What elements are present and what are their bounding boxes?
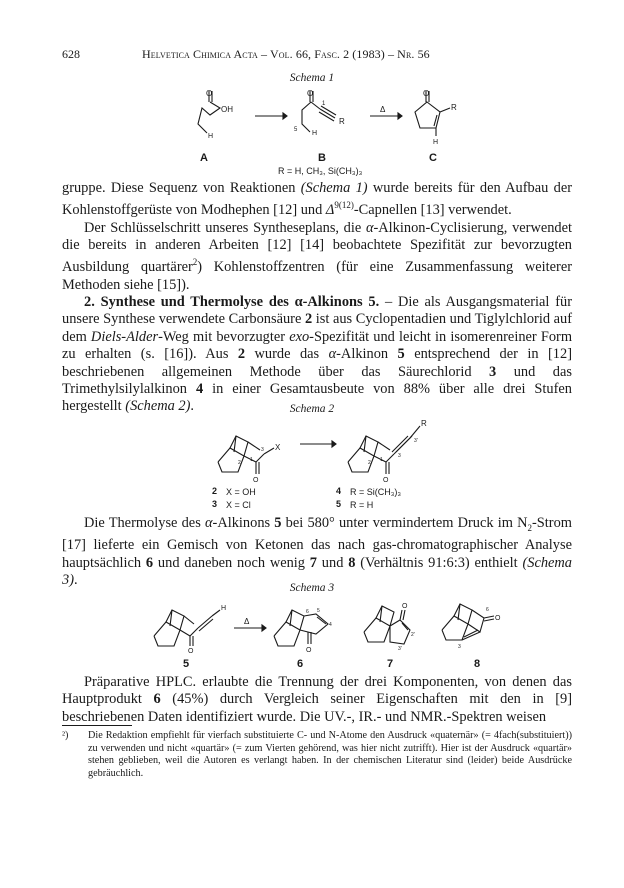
compound-4-def: R = Si(CH₃)₃ (350, 487, 402, 497)
scheme1-caption: Schema 1 (289, 72, 335, 84)
oxygen-atom-7: O (402, 603, 408, 610)
compound-2-num: 2 (212, 486, 218, 496)
reaction-arrow-2 (370, 106, 402, 120)
svg-text:4: 4 (329, 622, 332, 628)
reaction-arrow-3 (300, 440, 336, 448)
svg-text:3': 3' (414, 438, 418, 444)
svg-text:6: 6 (486, 607, 489, 613)
scheme3-caption: Schema 3 (289, 582, 335, 594)
compound-5-def: R = H (350, 500, 374, 510)
oxygen-atom-2: O (253, 477, 259, 484)
svg-text:3: 3 (398, 453, 401, 459)
oxygen-atom-c: O (423, 89, 430, 98)
locant-5: 5 (294, 127, 298, 133)
scheme2-structure-left (208, 418, 298, 484)
svg-text:2: 2 (368, 460, 371, 466)
hydrogen-atom-b: H (312, 130, 318, 137)
svg-text:3: 3 (261, 447, 264, 453)
scheme2-structure-right (338, 412, 438, 484)
scheme3-structure-8 (434, 596, 514, 656)
oxygen-atom-2r: O (383, 477, 389, 484)
oxygen-atom-b: O (307, 89, 314, 98)
substituent-r-c: R (451, 103, 457, 112)
substituent-x: X (275, 443, 281, 452)
locant-1: 1 (322, 101, 326, 107)
scheme3-structure-7 (358, 596, 428, 656)
hydroxyl-label: OH (221, 105, 233, 114)
scheme3-structure-6 (266, 598, 356, 654)
footnote-text: Die Redaktion empfiehlt für vierfach substituierte C- und N-Atome den Ausdruck «quaternär» (= 4fach(substituiert)) zu verwenden und nicht «quartär» (= zum Vierten gehörend, was hier nicht zutrifft). Hier ist der Ausdruck «quartär» stehen geblieben, weil die Autoren es verlangt haben. In der chemischen Literatur sind (leider) beide Ausdrücke gebräuchlich. (88, 730, 572, 779)
svg-text:6: 6 (306, 609, 309, 615)
compound-5-num: 5 (336, 499, 342, 509)
oxygen-atom-6: O (306, 647, 312, 654)
label-a: A (200, 152, 208, 164)
scheme1-structure-c (406, 88, 466, 150)
compound-2-def: X = OH (226, 487, 256, 497)
svg-text:3: 3 (458, 644, 461, 650)
body-text-block-2: Die Thermolyse des α-Alkinons 5 bei 580° unter vermindertem Druck im $N_2$-Strom [17] lieferte ein Gemisch von Ketonen das nach gas-chromatographischer Analyse hauptsächlich 6 und daneben noch wenig 7 und 8 (Verhältnis 91:6:3) enthielt (Schema 3). (62, 515, 572, 589)
body-text-block-3: Präparative HPLC. erlaubte die Trennung der drei Komponenten, von denen das Hauptprodukt 6 (45%) durch Vergleich seiner Eigenschaften mit den in [9] beschriebenen Daten identifiziert wurde. Die UV.-, IR.- und NMR.-Spektren weisen (62, 674, 572, 725)
scheme3-structure-5 (146, 598, 236, 654)
compound-3-num: 3 (212, 499, 218, 509)
svg-text:1: 1 (380, 457, 383, 463)
svg-text:1: 1 (250, 457, 253, 463)
compound-4-num: 4 (336, 486, 342, 496)
oxygen-atom-5: O (188, 648, 194, 655)
heat-label: Δ (380, 105, 386, 114)
substituent-r-2: R (421, 419, 427, 428)
r-definition: R = H, CH₃, Si(CH₃)₃ (278, 166, 363, 176)
page-number: 628 (62, 47, 80, 61)
footnote-mark: ²) (62, 730, 69, 741)
hydrogen-atom-5: H (221, 605, 227, 612)
scheme1-structure-a (190, 88, 250, 150)
svg-text:2: 2 (238, 460, 241, 466)
oxygen-atom-8: O (495, 615, 501, 622)
svg-text:2': 2' (411, 632, 415, 638)
oxygen-atom: O (206, 89, 213, 98)
svg-text:5: 5 (317, 608, 320, 614)
heat-label-2: Δ (244, 617, 250, 626)
svg-text:3': 3' (398, 646, 402, 652)
label-5: 5 (183, 658, 190, 670)
label-c: C (429, 152, 437, 164)
label-b: B (318, 152, 326, 164)
running-header: Helvetica Chimica Acta – Vol. 66, Fasc. 2 (1983) – Nr. 56 (142, 47, 430, 61)
compound-3-def: X = Cl (226, 500, 251, 510)
substituent-r: R (339, 117, 345, 126)
hydrogen-atom-c: H (433, 139, 439, 146)
label-7: 7 (387, 658, 394, 670)
hydrogen-atom: H (208, 133, 214, 140)
reaction-arrow-4 (234, 618, 266, 632)
reaction-arrow-1 (255, 112, 287, 120)
label-6: 6 (297, 658, 304, 670)
footnote (62, 730, 572, 780)
scheme1-structure-b (290, 88, 360, 148)
scheme2-caption: Schema 2 (289, 403, 335, 415)
body-text-block-1: gruppe. Diese Sequenz von Reaktionen (Schema 1) wurde bereits für den Aufbau der Kohlenstoffgerüste von Modhephen [12] und $\Delta^{9(12)}$-Capnellen [13] verwendet. Der Schlüsselschritt unseres Syntheseplans, die α-Alkinon-Cyclisierung, verwendet die bereits in anderen Arbeiten [12] [14] beobachtete Spezifität zur bevorzugten Ausbildung quartärer$^2$) Kohlenstoffzentren (für eine Zusammenfassung weiterer Methoden siehe [15]). 2. Synthese und Thermolyse des α-Alkinons 5. – Die als Ausgangsmaterial für unsere Synthese verwendete Carbonsäure 2 ist aus Cyclopentadien und Tiglylchlorid auf dem Diels-Alder-Weg mit bevorzugter exo-Spezifität und leicht in isomerenreiner Form zu erhalten (s. [16]). Aus 2 wurde das α-Alkinon 5 entsprechend der in [12] beschriebenen allgemeinen Methode über das Säurechlorid 3 und das Trimethylsilylalkinon 4 in einer Gesamtausbeute von 88% über alle drei Stufen hergestellt (Schema 2). (62, 180, 573, 415)
footnote-rule (62, 725, 132, 726)
label-8: 8 (474, 658, 481, 670)
